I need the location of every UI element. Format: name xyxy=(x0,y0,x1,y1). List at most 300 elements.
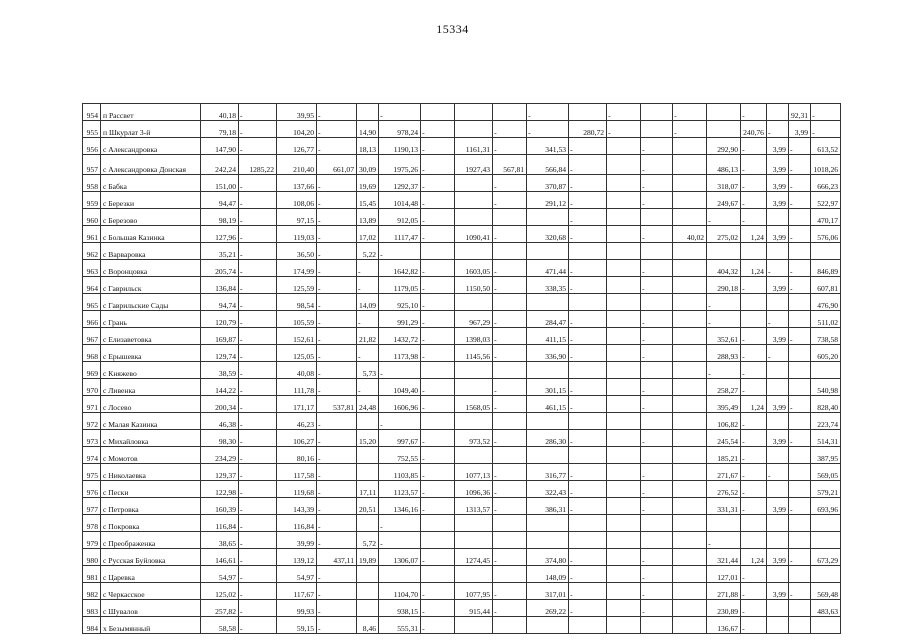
value-cell: - xyxy=(239,277,277,294)
value-cell: 1,24 xyxy=(741,260,767,277)
value-cell: 5,22 xyxy=(357,243,379,260)
row-number-cell: 976 xyxy=(83,481,101,498)
value-cell: - xyxy=(569,277,607,294)
value-cell: 1090,41 xyxy=(455,226,493,243)
value-cell: 537,81 xyxy=(317,396,357,413)
value-cell: 3,99 xyxy=(766,498,788,515)
table-row xyxy=(83,532,841,549)
value-cell: - xyxy=(641,498,673,515)
value-cell xyxy=(641,121,673,138)
value-cell xyxy=(607,498,641,515)
value-cell: 35,21 xyxy=(201,243,239,260)
value-cell xyxy=(673,138,707,155)
value-cell: 139,12 xyxy=(277,549,317,566)
value-cell: - xyxy=(239,121,277,138)
value-cell: - xyxy=(788,192,810,209)
value-cell: - xyxy=(239,413,277,430)
settlement-name-cell: х Безымянный xyxy=(101,617,201,634)
value-cell xyxy=(455,447,493,464)
value-cell: 476,90 xyxy=(811,294,841,311)
value-cell: 437,11 xyxy=(317,549,357,566)
value-cell: - xyxy=(741,362,767,379)
value-cell: - xyxy=(357,345,379,362)
value-cell: 20,51 xyxy=(357,498,379,515)
table-row xyxy=(83,379,841,396)
value-cell: - xyxy=(379,413,421,430)
value-cell: - xyxy=(493,600,527,617)
value-cell: - xyxy=(527,121,569,138)
value-cell: 395,49 xyxy=(707,396,741,413)
value-cell xyxy=(455,104,493,121)
value-cell: - xyxy=(421,396,455,413)
value-cell xyxy=(811,515,841,532)
value-cell: 276,52 xyxy=(707,481,741,498)
value-cell: - xyxy=(707,209,741,226)
value-cell: 80,16 xyxy=(277,447,317,464)
value-cell: - xyxy=(607,121,641,138)
value-cell: 125,05 xyxy=(277,345,317,362)
value-cell: 1161,31 xyxy=(455,138,493,155)
value-cell xyxy=(673,532,707,549)
value-cell: - xyxy=(421,121,455,138)
value-cell: 284,47 xyxy=(527,311,569,328)
row-number-cell: 962 xyxy=(83,243,101,260)
value-cell: 352,61 xyxy=(707,328,741,345)
settlement-name-cell: с Преображенка xyxy=(101,532,201,549)
value-cell xyxy=(766,413,788,430)
settlement-name-cell: с Бабка xyxy=(101,175,201,192)
row-number-cell: 979 xyxy=(83,532,101,549)
value-cell: 1077,13 xyxy=(455,464,493,481)
value-cell: - xyxy=(421,447,455,464)
value-cell xyxy=(641,413,673,430)
value-cell: - xyxy=(569,583,607,600)
value-cell: 3,99 xyxy=(766,138,788,155)
value-cell: - xyxy=(741,481,767,498)
value-cell: 205,74 xyxy=(201,260,239,277)
value-cell: - xyxy=(811,121,841,138)
value-cell: 40,02 xyxy=(673,226,707,243)
value-cell xyxy=(493,104,527,121)
value-cell: - xyxy=(239,515,277,532)
value-cell: - xyxy=(317,294,357,311)
value-cell: - xyxy=(569,311,607,328)
value-cell: 1292,37 xyxy=(379,175,421,192)
value-cell xyxy=(455,294,493,311)
value-cell: - xyxy=(493,481,527,498)
value-cell xyxy=(673,447,707,464)
value-cell xyxy=(357,515,379,532)
value-cell: 257,82 xyxy=(201,600,239,617)
value-cell: - xyxy=(239,447,277,464)
value-cell xyxy=(641,104,673,121)
value-cell: - xyxy=(239,345,277,362)
value-cell: 40,18 xyxy=(201,104,239,121)
value-cell: - xyxy=(239,532,277,549)
value-cell: 174,99 xyxy=(277,260,317,277)
value-cell: 99,93 xyxy=(277,600,317,617)
value-cell: 386,31 xyxy=(527,498,569,515)
value-cell: 146,61 xyxy=(201,549,239,566)
row-number-cell: 975 xyxy=(83,464,101,481)
table-row xyxy=(83,566,841,583)
value-cell xyxy=(673,600,707,617)
value-cell: 129,74 xyxy=(201,345,239,362)
value-cell: - xyxy=(741,464,767,481)
value-cell: - xyxy=(357,379,379,396)
value-cell xyxy=(569,104,607,121)
table-row xyxy=(83,481,841,498)
value-cell xyxy=(421,566,455,583)
value-cell xyxy=(357,600,379,617)
value-cell: - xyxy=(317,345,357,362)
value-cell: - xyxy=(379,362,421,379)
value-cell: 576,06 xyxy=(811,226,841,243)
value-cell: - xyxy=(493,396,527,413)
value-cell: 605,20 xyxy=(811,345,841,362)
value-cell xyxy=(811,243,841,260)
value-cell: - xyxy=(239,617,277,634)
value-cell: 15,20 xyxy=(357,430,379,447)
value-cell: 1190,13 xyxy=(379,138,421,155)
value-cell: - xyxy=(641,430,673,447)
value-cell xyxy=(527,243,569,260)
value-cell: 18,13 xyxy=(357,138,379,155)
table-row xyxy=(83,498,841,515)
value-cell: 288,93 xyxy=(707,345,741,362)
value-cell: 483,63 xyxy=(811,600,841,617)
value-cell: 136,84 xyxy=(201,277,239,294)
value-cell: 17,02 xyxy=(357,226,379,243)
table-row xyxy=(83,121,841,138)
value-cell: 925,10 xyxy=(379,294,421,311)
value-cell: 938,15 xyxy=(379,600,421,617)
value-cell: 147,90 xyxy=(201,138,239,155)
value-cell xyxy=(607,583,641,600)
value-cell xyxy=(421,362,455,379)
table-row xyxy=(83,260,841,277)
value-cell: 470,17 xyxy=(811,209,841,226)
value-cell: 336,90 xyxy=(527,345,569,362)
value-cell xyxy=(741,532,767,549)
value-cell xyxy=(673,294,707,311)
value-cell: 17,11 xyxy=(357,481,379,498)
value-cell xyxy=(607,464,641,481)
settlement-name-cell: с Царевка xyxy=(101,566,201,583)
value-cell: 275,02 xyxy=(707,226,741,243)
value-cell: 3,99 xyxy=(766,277,788,294)
value-cell: - xyxy=(741,277,767,294)
value-cell xyxy=(607,566,641,583)
value-cell: - xyxy=(239,311,277,328)
value-cell: - xyxy=(741,175,767,192)
value-cell: 120,79 xyxy=(201,311,239,328)
value-cell: - xyxy=(569,328,607,345)
value-cell: 3,99 xyxy=(766,155,788,175)
value-cell: 318,07 xyxy=(707,175,741,192)
table-row xyxy=(83,294,841,311)
value-cell: 1123,57 xyxy=(379,481,421,498)
value-cell xyxy=(607,328,641,345)
value-cell: - xyxy=(641,226,673,243)
value-cell: - xyxy=(788,175,810,192)
value-cell: - xyxy=(493,345,527,362)
value-cell: - xyxy=(493,583,527,600)
settlement-name-cell: с Шувалов xyxy=(101,600,201,617)
value-cell: - xyxy=(788,498,810,515)
value-cell: 569,05 xyxy=(811,464,841,481)
value-cell: - xyxy=(707,532,741,549)
value-cell: - xyxy=(741,600,767,617)
value-cell: - xyxy=(239,260,277,277)
value-cell: 3,99 xyxy=(766,328,788,345)
value-cell: 522,97 xyxy=(811,192,841,209)
value-cell: 21,82 xyxy=(357,328,379,345)
value-cell: - xyxy=(766,464,788,481)
value-cell xyxy=(455,192,493,209)
value-cell xyxy=(527,532,569,549)
value-cell xyxy=(788,413,810,430)
value-cell: 1306,07 xyxy=(379,549,421,566)
value-cell: - xyxy=(788,155,810,175)
value-cell xyxy=(357,104,379,121)
table-row xyxy=(83,396,841,413)
value-cell xyxy=(357,566,379,583)
value-cell xyxy=(607,515,641,532)
value-cell: 98,54 xyxy=(277,294,317,311)
value-cell: - xyxy=(527,104,569,121)
value-cell: 58,58 xyxy=(201,617,239,634)
row-number-cell: 955 xyxy=(83,121,101,138)
value-cell: 1642,82 xyxy=(379,260,421,277)
value-cell: - xyxy=(421,138,455,155)
value-cell: - xyxy=(741,617,767,634)
value-cell: - xyxy=(317,447,357,464)
value-cell: 234,29 xyxy=(201,447,239,464)
value-cell xyxy=(607,226,641,243)
value-cell: - xyxy=(673,121,707,138)
value-cell: - xyxy=(317,277,357,294)
value-cell: - xyxy=(239,549,277,566)
value-cell: - xyxy=(569,481,607,498)
value-cell: 317,01 xyxy=(527,583,569,600)
value-cell: 569,48 xyxy=(811,583,841,600)
value-cell: - xyxy=(741,566,767,583)
value-cell: - xyxy=(641,328,673,345)
value-cell: - xyxy=(421,277,455,294)
value-cell xyxy=(607,481,641,498)
value-cell: 1179,05 xyxy=(379,277,421,294)
settlement-name-cell: с Михайловка xyxy=(101,430,201,447)
row-number-cell: 967 xyxy=(83,328,101,345)
value-cell xyxy=(788,209,810,226)
table-row xyxy=(83,617,841,634)
value-cell: 92,31 xyxy=(788,104,810,121)
value-cell: 223,74 xyxy=(811,413,841,430)
value-cell: 19,89 xyxy=(357,549,379,566)
value-cell: - xyxy=(741,192,767,209)
row-number-cell: 960 xyxy=(83,209,101,226)
value-cell: - xyxy=(317,413,357,430)
value-cell: 106,82 xyxy=(707,413,741,430)
value-cell: 171,17 xyxy=(277,396,317,413)
table-row xyxy=(83,549,841,566)
value-cell xyxy=(607,362,641,379)
value-cell: - xyxy=(421,209,455,226)
value-cell: - xyxy=(421,192,455,209)
value-cell: - xyxy=(788,430,810,447)
row-number-cell: 977 xyxy=(83,498,101,515)
value-cell xyxy=(811,566,841,583)
table-row xyxy=(83,430,841,447)
value-cell xyxy=(527,209,569,226)
value-cell: 1398,03 xyxy=(455,328,493,345)
value-cell: - xyxy=(421,345,455,362)
value-cell: 271,88 xyxy=(707,583,741,600)
settlement-name-cell: с Николаевка xyxy=(101,464,201,481)
value-cell: - xyxy=(421,583,455,600)
value-cell: 116,84 xyxy=(277,515,317,532)
value-cell xyxy=(673,379,707,396)
row-number-cell: 978 xyxy=(83,515,101,532)
value-cell: - xyxy=(641,464,673,481)
settlement-name-cell: с Варваровка xyxy=(101,243,201,260)
value-cell xyxy=(455,532,493,549)
value-cell: 322,43 xyxy=(527,481,569,498)
value-cell: - xyxy=(493,226,527,243)
value-cell: - xyxy=(239,464,277,481)
value-cell xyxy=(493,617,527,634)
value-cell xyxy=(766,566,788,583)
settlement-name-cell: с Березки xyxy=(101,192,201,209)
value-cell xyxy=(673,566,707,583)
table-row xyxy=(83,138,841,155)
value-cell: 3,99 xyxy=(766,549,788,566)
value-cell: - xyxy=(641,600,673,617)
value-cell: 14,09 xyxy=(357,294,379,311)
value-cell xyxy=(673,243,707,260)
value-cell: 137,66 xyxy=(277,175,317,192)
value-cell xyxy=(569,243,607,260)
value-cell: - xyxy=(569,464,607,481)
value-cell xyxy=(455,617,493,634)
value-cell: 79,18 xyxy=(201,121,239,138)
row-number-cell: 974 xyxy=(83,447,101,464)
value-cell: - xyxy=(641,311,673,328)
value-cell: 3,99 xyxy=(766,226,788,243)
value-cell: 291,12 xyxy=(527,192,569,209)
value-cell xyxy=(788,345,810,362)
value-cell xyxy=(788,243,810,260)
value-cell: - xyxy=(421,481,455,498)
value-cell xyxy=(766,362,788,379)
value-cell xyxy=(357,464,379,481)
value-cell xyxy=(421,413,455,430)
value-cell: - xyxy=(641,396,673,413)
settlement-name-cell: с Грань xyxy=(101,311,201,328)
value-cell: - xyxy=(379,515,421,532)
value-cell: - xyxy=(421,226,455,243)
value-cell: - xyxy=(421,549,455,566)
value-cell: 3,99 xyxy=(766,430,788,447)
table-row xyxy=(83,209,841,226)
value-cell xyxy=(788,464,810,481)
value-cell xyxy=(673,617,707,634)
value-cell: 19,69 xyxy=(357,175,379,192)
value-cell: - xyxy=(317,430,357,447)
value-cell: - xyxy=(788,277,810,294)
value-cell: 119,68 xyxy=(277,481,317,498)
value-cell xyxy=(527,447,569,464)
value-cell: 280,72 xyxy=(569,121,607,138)
settlement-name-cell: с Гаврильск xyxy=(101,277,201,294)
value-cell: 1568,05 xyxy=(455,396,493,413)
value-cell xyxy=(788,617,810,634)
value-cell xyxy=(421,104,455,121)
value-cell: 116,84 xyxy=(201,515,239,532)
value-cell: - xyxy=(569,566,607,583)
value-cell: - xyxy=(569,209,607,226)
value-cell xyxy=(607,243,641,260)
row-number-cell: 982 xyxy=(83,583,101,600)
value-cell: 1346,16 xyxy=(379,498,421,515)
value-cell: - xyxy=(239,362,277,379)
value-cell xyxy=(527,617,569,634)
value-cell xyxy=(569,413,607,430)
table-row xyxy=(83,464,841,481)
value-cell xyxy=(455,209,493,226)
value-cell xyxy=(527,413,569,430)
value-cell: - xyxy=(741,447,767,464)
value-cell: 14,90 xyxy=(357,121,379,138)
value-cell: - xyxy=(493,138,527,155)
value-cell xyxy=(766,600,788,617)
table-row xyxy=(83,583,841,600)
value-cell xyxy=(527,515,569,532)
value-cell: 566,84 xyxy=(527,155,569,175)
value-cell: 320,68 xyxy=(527,226,569,243)
value-cell xyxy=(788,379,810,396)
value-cell xyxy=(607,138,641,155)
value-cell: - xyxy=(641,138,673,155)
value-cell: - xyxy=(707,311,741,328)
value-cell: - xyxy=(239,481,277,498)
value-cell: - xyxy=(788,226,810,243)
value-cell xyxy=(607,277,641,294)
value-cell: - xyxy=(317,260,357,277)
value-cell xyxy=(641,532,673,549)
value-cell xyxy=(673,277,707,294)
value-cell: 915,44 xyxy=(455,600,493,617)
value-cell: 210,40 xyxy=(277,155,317,175)
value-cell: - xyxy=(673,104,707,121)
value-cell: - xyxy=(239,209,277,226)
table-row xyxy=(83,226,841,243)
value-cell xyxy=(788,447,810,464)
row-number-cell: 969 xyxy=(83,362,101,379)
page-number: 15334 xyxy=(436,22,469,36)
value-cell xyxy=(741,243,767,260)
settlement-name-cell: с Момотов xyxy=(101,447,201,464)
value-cell: - xyxy=(607,104,641,121)
value-cell xyxy=(673,396,707,413)
value-cell: 125,59 xyxy=(277,277,317,294)
value-cell xyxy=(455,121,493,138)
settlement-name-cell: с Княжево xyxy=(101,362,201,379)
value-cell xyxy=(673,362,707,379)
value-cell: 511,02 xyxy=(811,311,841,328)
value-cell: - xyxy=(569,600,607,617)
